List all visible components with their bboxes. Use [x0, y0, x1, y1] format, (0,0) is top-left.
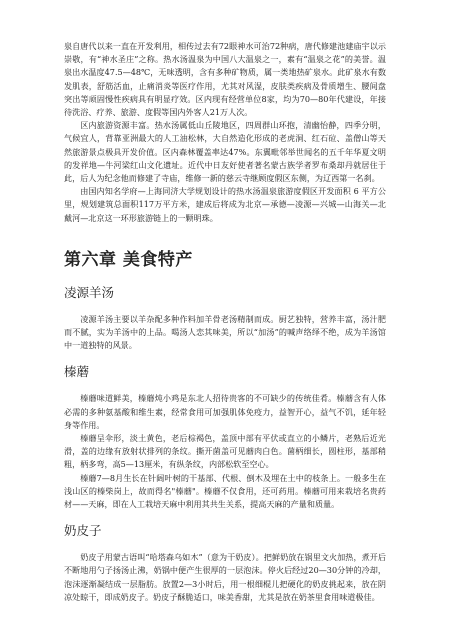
section-title-milk-skin: 奶皮子	[64, 523, 102, 539]
intro-paragraph-2: 区内旅游资源丰富。热水汤属低山丘陵地区，四周群山环抱，清幽怡静，四季分明，气候宜人，背靠亚洲最大的人工油松林，大自然造化形成的老虎洞、红石砬、盖僧山等天然旅游景点极具开发价值。区内森林覆盖率达47%。东翼毗邻举世闻名的五千年华夏文明的发祥地—牛河梁红山文化遗址。近代中日友好使者著名蒙古族学者罗布桑却丹就居住于此，后人为纪念他而修建了寺庙，维修一新的慈云寺继顾度假区东侧，为辽西第一名刹。	[64, 120, 386, 184]
chapter-title: 第六章 美食特产	[64, 249, 193, 270]
hazel-mushroom-paragraph-2: 榛蘑呈伞形，淡土黄色，老后棕褐色，盖顶中部有平伏或直立的小鳞片，老熟后近光滑，盖的边缘有放射状排列的条纹。撕开菌盖可见蘑肉白色。菌柄细长，圆柱形，基部稍粗，柄多弯，高5—13厘米，有纵条纹，内部松软至空心。	[64, 433, 386, 470]
lamb-soup-paragraph: 凌源羊汤主要以羊杂配多种作料加羊骨老汤精制而成。厨艺独特，营养丰富，汤汁肥而不腻，实为羊汤中的上品。喝汤人恋其味美，所以“加汤”的喊声络绎不绝，成为羊汤馆中一道独特的风景。	[64, 313, 386, 351]
section-title-lamb-soup: 凌源羊汤	[64, 284, 115, 300]
section-title-hazel-mushroom: 榛蘑	[64, 364, 90, 380]
intro-paragraph-1: 泉自唐代以来一直在开发利用，相传过去有72眼神水可治72种病，唐代修建池建庙宇以示崇敬，有“神水圣庄”之称。热水汤温泉为中国八大温泉之一，素有“温泉之花”的美誉。温泉出水温度47.5—48℃，无味透明，含有多种矿物质，属一类地热矿泉水。此矿泉水有数发肌表，舒筋活血，止痛消炎等医疗作用，尤其对风湿，皮肤类疾病及骨质增生、腰间盘突出等顽固慢性疾病具有明显疗效。区内现有经营单位8家，均为70—80年代建设，年接待洗浴、疗养、旅游、度假等国内外客人21万人次。	[64, 41, 386, 118]
hazel-mushroom-paragraph-3: 榛蘑7—8月生长在针阔叶树的干基部、代根、倒木及埋在土中的枝条上。一般多生在浅山区的榛柴岗上，故而得名"榛蘑"。榛蘑不仅食用，还可药用。榛蘑可用来栽培名贵药材——天麻，即在人工栽培天麻中利用其共生关系，提高天麻的产量和质量。	[64, 472, 386, 510]
intro-paragraph-3: 由国内知名学府—上海同济大学规划设计的热水汤温泉旅游度假区开发面积 6 平方公里，规划建筑总面积117万平方米，建成后将成为北京—承德—凌源—兴城—山海关—北戴河—北京这一环形旅游链上的一颗明珠。	[64, 186, 386, 223]
milk-skin-paragraph: 奶皮子用蒙古语叫“哈塔森乌如木”（意为干奶皮）。把鲜奶放在锅里文火加热，煮开后不断地用勺子扬汤止沸，奶锅中便产生很厚的一层泡沫。停火后经过20—30分钟的冷却，泡沫逐渐凝结成一层脂肪。放置2—3小时后，用一根细棍儿把硬化的奶皮挑起来，放在阴凉处晾干，即成奶皮子。奶皮子酥脆适口，味美香甜，尤其是放在奶茶里食用味道极佳。	[64, 552, 386, 602]
hazel-mushroom-paragraph-1: 榛蘑味道鲜美，榛蘑炖小鸡是东北人招待贵客的不可缺少的传统佳肴。榛蘑含有人体必需的多种氨基酸和维生素，经常食用可加强肌体免疫力，益智开心，益气不饥，延年轻身等作用。	[64, 393, 386, 430]
